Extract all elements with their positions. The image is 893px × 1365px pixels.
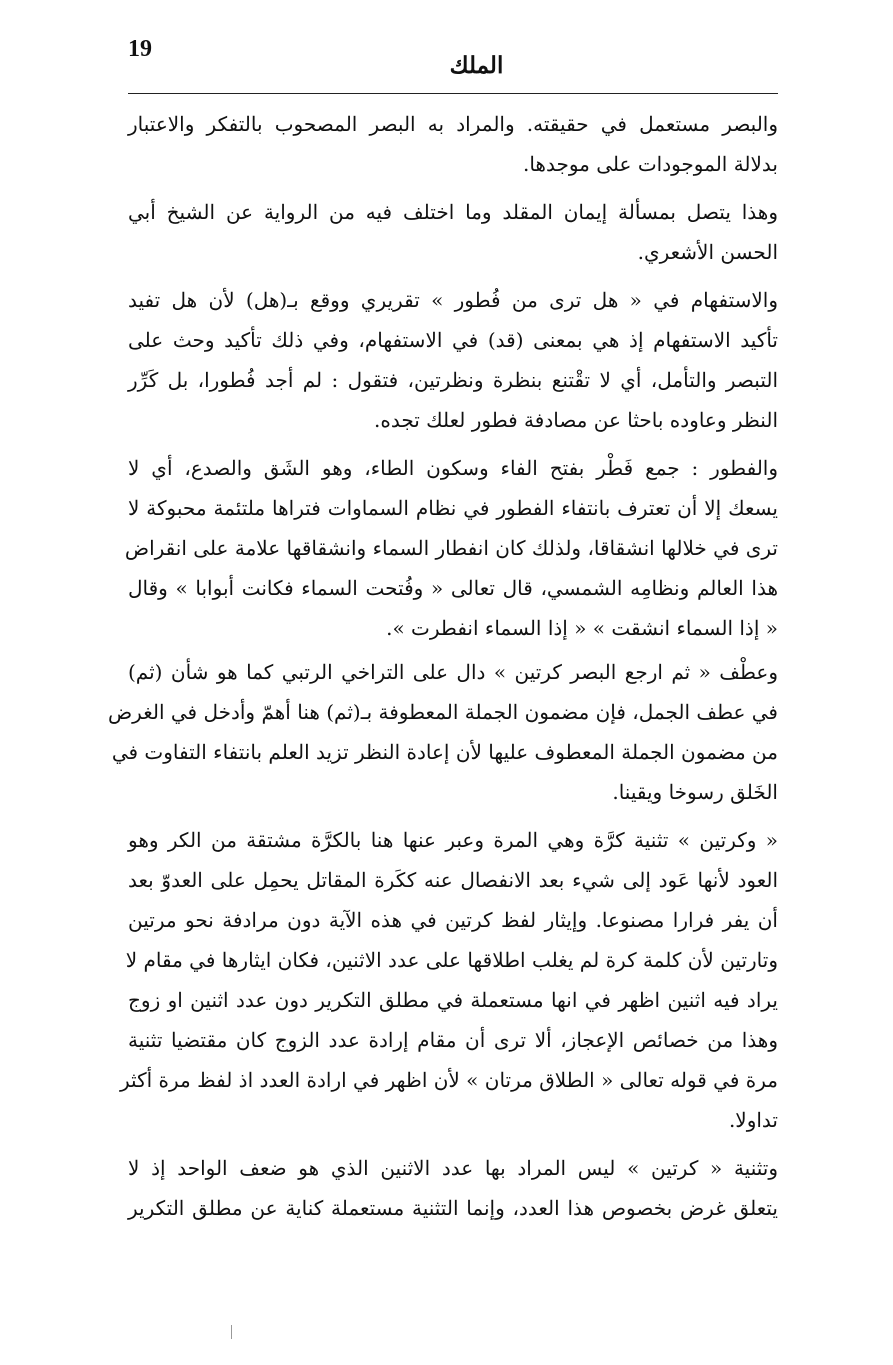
text-line: بدلالة الموجودات على موجدها. [522, 152, 778, 176]
page-number: 19 [128, 36, 152, 62]
text-line: النظر وعاوده باحثا عن مصادفة فطور لعلك تجده. [374, 408, 778, 432]
header-rule [128, 93, 778, 94]
text-line: والاستفهام في « هل ترى من فُطور » تقريري ووقع بـ(هل) لأن هل تفيد [128, 288, 778, 312]
text-line: وعطْف « ثم ارجع البصر كرتين » دال على التراخي الرتبي كما هو شأن (ثم) [128, 660, 778, 684]
body-text [108, 104, 778, 1228]
page-edge-mark [231, 1325, 232, 1339]
text-line: يراد فيه اثنين اظهر في انها مستعملة في مطلق التكرير دون عدد اثنين او زوج [128, 988, 778, 1012]
text-line: تأكيد الاستفهام إذ هي بمعنى (قد) في الاستفهام، وفي ذلك تأكيد وحث على [128, 328, 778, 352]
text-line: تداولا. [728, 1108, 778, 1132]
text-line: في عطف الجمل، فإن مضمون الجملة المعطوفة بـ(ثم) هنا أهمّ وأدخل في الغرض [108, 700, 778, 724]
text-line: الحسن الأشعري. [637, 240, 778, 264]
text-line: يسعك إلا أن تعترف بانتفاء الفطور في نظام السماوات فتراها ملتئمة محبوكة لا [128, 496, 778, 520]
text-line: والبصر مستعمل في حقيقته. والمراد به البصر المصحوب بالتفكر والاعتبار [128, 112, 778, 136]
text-line: ترى في خلالها انشقاقا، ولذلك كان انفطار السماء وانشقاقها علامة على انقراض [124, 536, 778, 560]
running-title: الملك [449, 52, 504, 79]
text-line: « إذا السماء انشقت » « إذا السماء انفطرت ». [386, 616, 778, 640]
text-line: أن يفر فرارا مصنوعا. وإيثار لفظ كرتين في هذه الآية دون مرادفة نحو مرتين [128, 908, 778, 932]
text-line: التبصر والتأمل، أي لا تقْتنع بنظرة ونظرتين، فتقول : لم أجد فُطورا، بل كَرِّر [128, 368, 778, 392]
text-line: وتثنية « كرتين » ليس المراد بها عدد الاثنين الذي هو ضعف الواحد إذ لا [128, 1156, 778, 1180]
text-line: من مضمون الجملة المعطوف عليها لأن إعادة النظر تزيد العلم بانتفاء التفاوت في [111, 740, 778, 764]
text-line: هذا العالم ونظامِه الشمسي، قال تعالى « وفُتحت السماء فكانت أبوابا » وقال [128, 576, 778, 600]
text-line: وتارتين لأن كلمة كرة لم يغلب اطلاقها على عدد الاثنين، فكان ايثارها في مقام لا [125, 948, 778, 972]
text-line: مرة في قوله تعالى « الطلاق مرتان » لأن اظهر في ارادة العدد اذ لفظ مرة أكثر [120, 1068, 778, 1092]
text-line: « وكرتين » تثنية كرَّة وهي المرة وعبر عنها هنا بالكرَّة مشتقة من الكر وهو [128, 828, 778, 852]
text-line: وهذا من خصائص الإعجاز، ألا ترى أن مقام إرادة عدد الزوج كان مقتضيا تثنية [128, 1028, 778, 1052]
text-line: وهذا يتصل بمسألة إيمان المقلد وما اختلف فيه من الرواية عن الشيخ أبي [128, 200, 778, 224]
text-line: والفطور : جمع فَطْر بفتح الفاء وسكون الطاء، وهو الشَق والصدع، أي لا [128, 456, 778, 480]
text-line: العود لأنها عَود إلى شيء بعد الانفصال عنه ككَرة المقاتل يحمِل على العدوّ بعد [128, 868, 778, 892]
text-line: يتعلق غرض بخصوص هذا العدد، وإنما التثنية مستعملة كناية عن مطلق التكرير [128, 1196, 778, 1220]
text-line: الخَلق رسوخا ويقينا. [612, 780, 778, 804]
